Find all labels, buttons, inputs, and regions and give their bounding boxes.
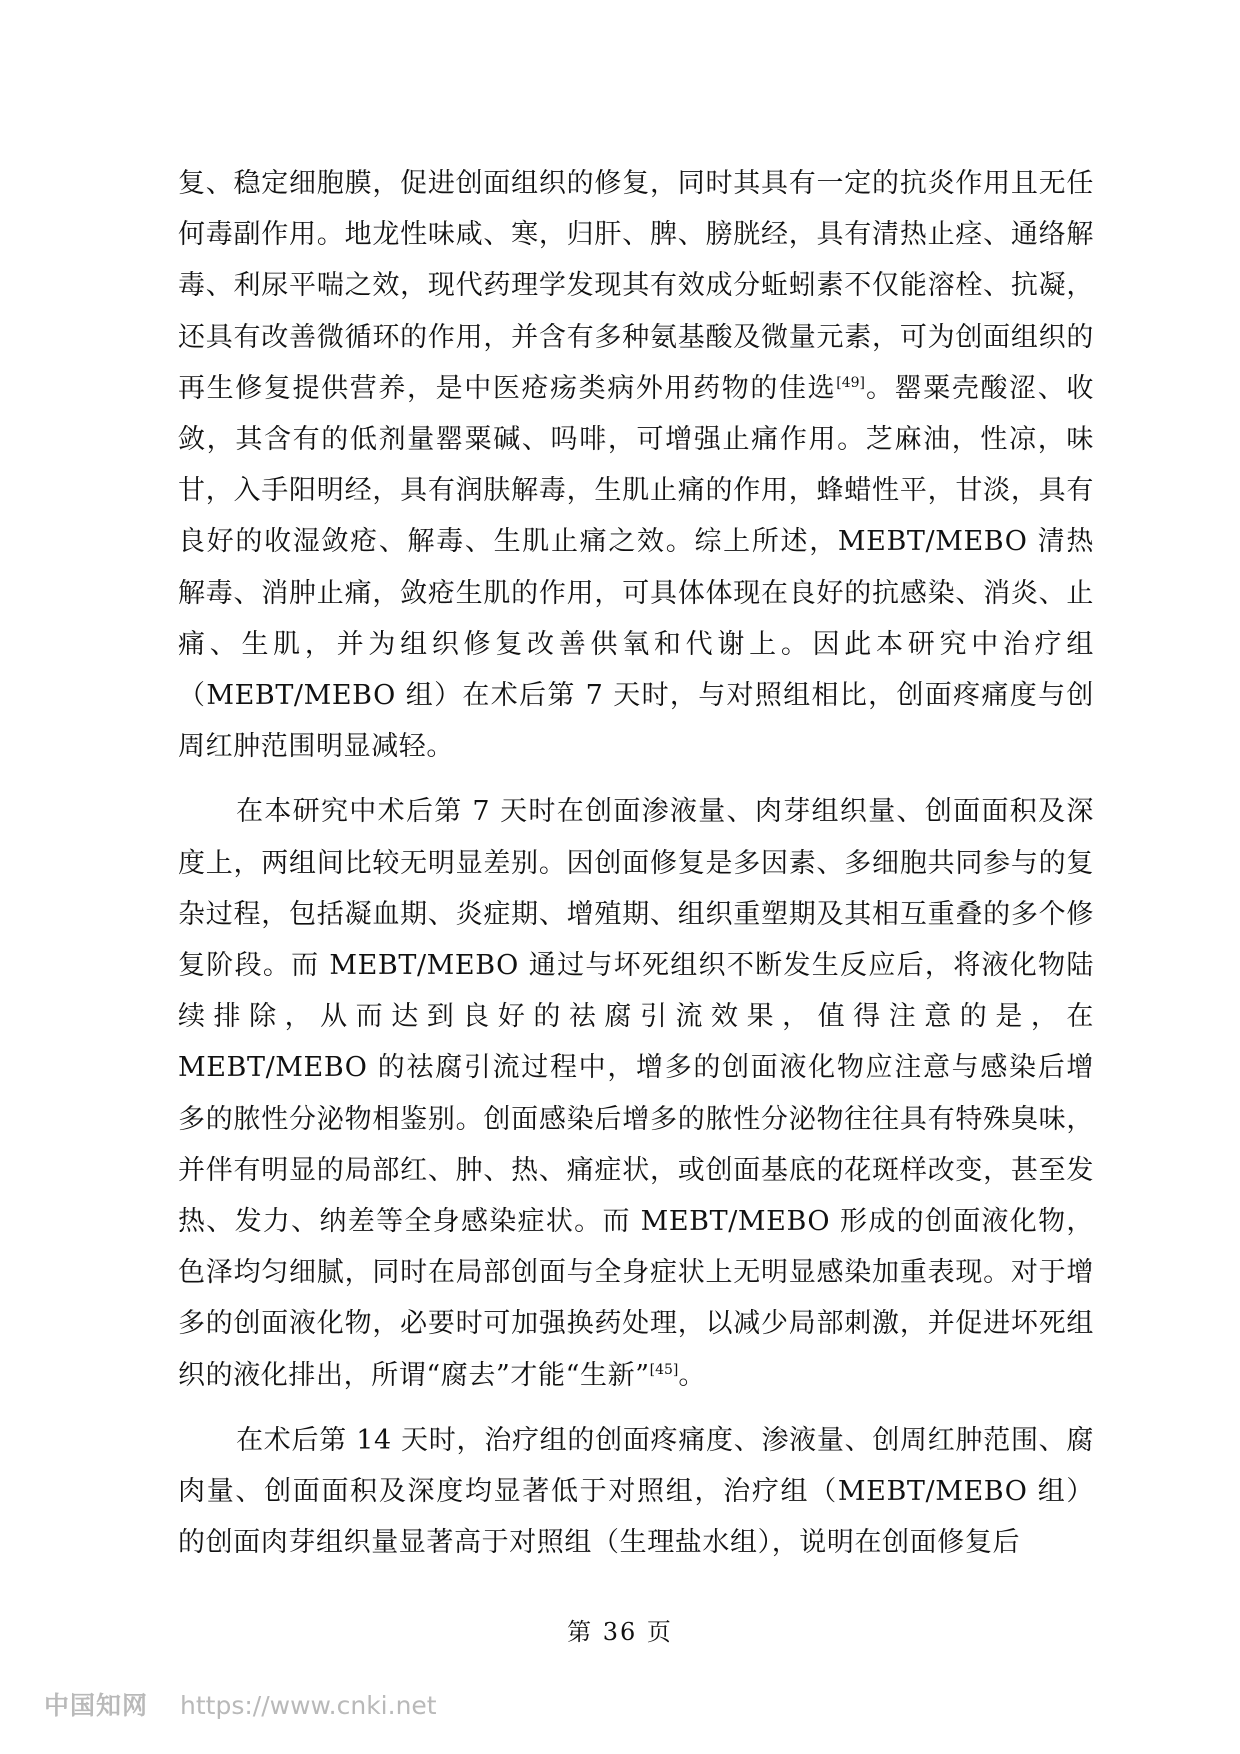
paragraph-2-tail: 。	[678, 1359, 706, 1391]
paragraph-1	[178, 158, 1094, 772]
page-number: 第 36 页	[567, 1618, 673, 1646]
citation-45[interactable]: [45]	[649, 1361, 679, 1378]
paragraph-3-text: 在术后第 14 天时，治疗组的创面疼痛度、渗液量、创周红肿范围、腐肉量、创面面积及深度均显著低于对照组，治疗组（MEBT/MEBO 组）的创面肉芽组织量显著高于对照组（生理盐水组），说明在创面修复后	[178, 1424, 1094, 1559]
paragraph-2-text: 在本研究中术后第 7 天时在创面渗液量、肉芽组织量、创面面积及深度上，两组间比较无明显差别。因创面修复是多因素、多细胞共同参与的复杂过程，包括凝血期、炎症期、增殖期、组织重塑期及其相互重叠的多个修复阶段。而 MEBT/MEBO 通过与坏死组织不断发生反应后，将液化物陆续排除，从而达到良好的祛腐引流效果，值得注意的是，在 MEBT/MEBO 的祛腐引流过程中，增多的创面液化物应注意与感染后增多的脓性分泌物相鉴别。创面感染后增多的脓性分泌物往往具有特殊臭味，并伴有明显的局部红、肿、热、痛症状，或创面基底的花斑样改变，甚至发热、发力、纳差等全身感染症状。而 MEBT/MEBO 形成的创面液化物，色泽均匀细腻，同时在局部创面与全身症状上无明显感染加重表现。对于增多的创面液化物，必要时可加强换药处理，以减少局部刺激，并促进坏死组织的液化排出，所谓“腐去”才能“生新”	[178, 796, 1094, 1391]
paragraph-1-text: 复、稳定细胞膜，促进创面组织的修复，同时其具有一定的抗炎作用且无任何毒副作用。地龙性味咸、寒，归肝、脾、膀胱经，具有清热止痉、通络解毒、利尿平喘之效，现代药理学发现其有效成分蚯蚓素不仅能溶栓、抗凝，还具有改善微循环的作用，并含有多种氨基酸及微量元素，可为创面组织的再生修复提供营养，是中医疮疡类病外用药物的佳选	[178, 168, 1094, 404]
page-body	[178, 158, 1094, 1582]
watermark-url[interactable]: https://www.cnki.net	[180, 1691, 437, 1720]
paragraph-1-tail: 。罂粟壳酸涩、收敛，其含有的低剂量罂粟碱、吗啡，可增强止痛作用。芝麻油，性凉，味甘，入手阳明经，具有润肤解毒，生肌止痛的作用，蜂蜡性平，甘淡，具有良好的收湿敛疮、解毒、生肌止痛之效。综上所述，MEBT/MEBO 清热解毒、消肿止痛，敛疮生肌的作用，可具体体现在良好的抗感染、消炎、止痛、生肌，并为组织修复改善供氧和代谢上。因此本研究中治疗组（MEBT/MEBO 组）在术后第 7 天时，与对照组相比，创面疼痛度与创周红肿范围明显减轻。	[178, 372, 1094, 763]
cnki-watermark	[44, 1686, 437, 1722]
paragraph-3	[178, 1415, 1094, 1569]
paragraph-2	[178, 786, 1094, 1400]
citation-49[interactable]: [49]	[836, 374, 866, 391]
watermark-brand: 中国知网	[44, 1691, 149, 1720]
